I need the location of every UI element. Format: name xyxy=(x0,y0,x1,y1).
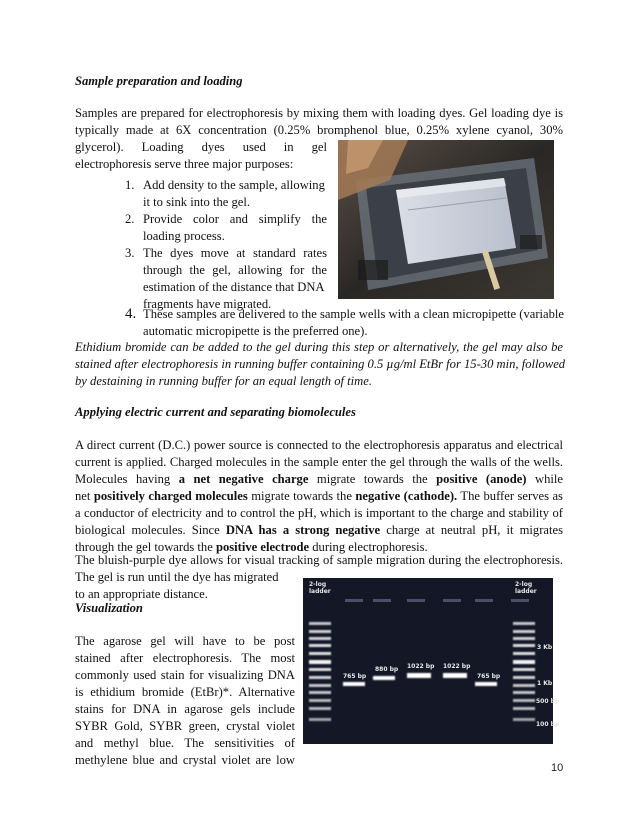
gel-band-label: 1022 bp xyxy=(443,663,471,670)
visualization-paragraph: The agarose gel will have to be post stained after electrophoresis. The most commonly used stain for visualizing DNA is ethidium bromide (EtBr)*. Alternative stains for DNA in agarose gels include SYBR Gold, SYBR green, crystal violet and methyl blue. The sensitivities of methylene blue and crystal violet are low xyxy=(75,634,295,767)
gel-band-label: 880 bp xyxy=(375,666,399,673)
gel-marker-label: 500 bp xyxy=(536,698,560,705)
gel-ladder-label-right: 2-log ladder xyxy=(515,581,537,595)
gel-band-label: 765 bp xyxy=(477,673,501,680)
heading-visualization: Visualization xyxy=(75,601,143,615)
gel-apparatus-illustration xyxy=(338,140,554,299)
gel-ladder-label-left: 2-log ladder xyxy=(309,581,331,595)
intro-paragraph: Samples are prepared for electrophoresis by mixing them with loading dyes. Gel loading dye is typically made at 6X concentration (0.25% bromphenol blue, 0.25% xylene cyanol, 30% glycerol). Loading dyes used in gel electrophoresis serve three major purposes: xyxy=(75,106,563,171)
page-number: 10 xyxy=(551,762,564,774)
document-page: Sample preparation and loading Samples are prepared for electrophoresis by mixing them with loading dyes. Gel loading dye is typically made at 6X concentration (0.25% bromphenol blue, 0.25% xylene cyanol, 30% glycerol). Loading dyes used in gel electrophoresis serve three major purposes: 1. Add density to the sample, allowing it to sink into the gel. 2. Provide color and simplify the loading process. 3. The dyes move at standard rates through the gel, allowing for the estimation of the distance that DNA fragments have migrated. 4. These samples are delivered to the sample wells with a clean micropipette (variable automatic micropipette is the preferred one). Ethidium bromide can be added to the gel during this step or alternatively, the gel may also be stained after electrophoresis in running buffer containing 0.5 µg/ml EtBr for 15-30 min, followed by destaining in running buffer for an equal length of time. Applying electric current and separating biomolecules A direct current (D.C.) power source is connected to the electrophoresis apparatus and electrical current is applied. Charged molecules in the sample enter the gel through the walls of the wells. Molecules having a net negative charge migrate towards the positive (anode) while net positively charged molecules migrate towards the negative (cathode). The buffer serves as a conductor of electricity and to control the pH, which is important to the charge and stability of biological molecules. Since DNA has a strong negative charge at neutral pH, it migrates through the gel towards the positive electrode during electrophoresis. The bluish-purple dye allows for visual tracking of sample migration during the electrophoresis. The gel is run until the dye has migrated to an appropriate distance. Visualization The agarose gel will have to be post stained after electrophoresis. The most commonly used stain for visualizing DNA is ethidium bromide (EtBr)*. Alternative stains for DNA in agarose gels include SYBR Gold, SYBR green, crystal violet and methyl blue. The sensitivities of methylene blue and crystal violet are low 2-log ladder 2-log ladder 765 bp 880 bp 1022 bp 1022 bp 765 bp 3 Kb 1 Kb 500 bp 100 bp 10 xyxy=(75,74,566,774)
heading-applying-current: Applying electric current and separating biomolecules xyxy=(75,405,356,419)
gel-apparatus-photo xyxy=(338,140,554,299)
dye-tracking-paragraph: The bluish-purple dye allows for visual tracking of sample migration during the electrophoresis. The gel is run until the dye has migrated to an appropriate distance. xyxy=(75,553,563,601)
gel-marker-label: 1 Kb xyxy=(537,680,553,687)
gel-marker-label: 100 bp xyxy=(536,721,560,728)
electric-current-paragraph: A direct current (D.C.) power source is connected to the electrophoresis apparatus and electrical current is applied. Charged molecules in the sample enter the gel through the walls of the wells. Molecules having a net negative charge migrate towards the positive (anode) while net positively charged molecules migrate towards the negative (cathode). The buffer serves as a conductor of electricity and to control the pH, which is important to the charge and stability of biological molecules. Since DNA has a strong negative charge at neutral pH, it migrates through the gel towards the positive electrode during electrophoresis. xyxy=(75,438,563,554)
gel-marker-label: 3 Kb xyxy=(537,644,553,651)
ethidium-note: Ethidium bromide can be added to the gel during this step or alternatively, the gel may also be stained after electrophoresis in running buffer containing 0.5 µg/ml EtBr for 15-30 min, followed by destaining in running buffer for an equal length of time. xyxy=(75,340,566,388)
gel-bands-illustration xyxy=(303,578,553,744)
gel-band-label: 765 bp xyxy=(343,673,367,680)
heading-sample-preparation: Sample preparation and loading xyxy=(75,74,243,88)
gel-band-label: 1022 bp xyxy=(407,663,435,670)
agarose-gel-image xyxy=(303,578,560,744)
